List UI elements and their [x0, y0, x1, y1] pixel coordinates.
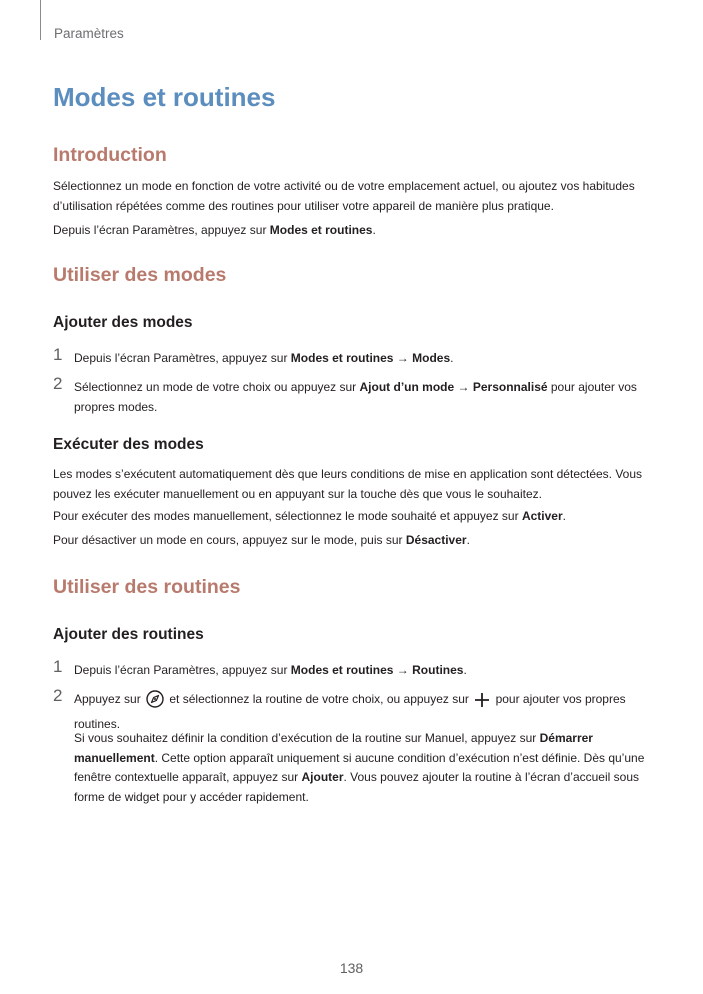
run-modes-paragraph-1: Les modes s’exécutent automatiquement dès que leurs conditions de mise en application sont détectées. Vous pouvez les exécuter manuellement ou en appuyant sur la touche dès que vous le souhaitez. — [53, 467, 643, 501]
section-heading-modes: Utiliser des modes — [53, 264, 227, 286]
section-heading-introduction: Introduction — [53, 144, 167, 166]
step-number: 2 — [53, 686, 63, 705]
step-number: 1 — [53, 657, 63, 676]
step-text: Sélectionnez un mode de votre choix ou appuyez sur Ajout d’un mode → Personnalisé pour ajouter vos propres modes. — [74, 380, 637, 414]
plus-icon — [474, 692, 490, 715]
compass-icon — [146, 690, 164, 715]
step-number: 2 — [53, 374, 63, 393]
step-note: Si vous souhaitez définir la condition d’exécution de la routine sur Manuel, appuyez sur Démarrer manuellement. Cette option apparaît uniquement si aucune condition d’exécution n’est définie. Dès qu’une fenêtre contextuelle apparaît, appuyez sur Ajouter. Vous pouvez ajouter la routine à l’écran d’accueil sous forme de widget pour y accéder rapidement. — [74, 731, 645, 804]
subheading-run-modes: Exécuter des modes — [53, 436, 204, 453]
subheading-add-modes: Ajouter des modes — [53, 314, 193, 331]
run-modes-paragraph-3: Pour désactiver un mode en cours, appuyez sur le mode, puis sur Désactiver. — [53, 533, 470, 547]
step-text: Depuis l’écran Paramètres, appuyez sur Modes et routines → Modes. — [74, 351, 454, 365]
page-number: 138 — [339, 960, 364, 976]
run-modes-paragraph-2: Pour exécuter des modes manuellement, sélectionnez le mode souhaité et appuyez sur Activer. — [53, 509, 566, 523]
running-title: Paramètres — [54, 26, 124, 41]
subheading-add-routines: Ajouter des routines — [53, 626, 204, 643]
section-heading-routines: Utiliser des routines — [53, 576, 241, 598]
step-text: Appuyez sur et sélectionnez la routine de votre choix, ou appuyez sur pour ajouter vos propres routines. — [74, 692, 626, 731]
intro-paragraph-1: Sélectionnez un mode en fonction de votre activité ou de votre emplacement actuel, ou ajoutez vos habitudes d’utilisation répétées comme des routines pour utiliser votre appareil de manière plus pratique. — [53, 179, 635, 213]
step-number: 1 — [53, 345, 63, 364]
page-title: Modes et routines — [53, 82, 276, 112]
header-rule — [40, 0, 41, 40]
step-text: Depuis l’écran Paramètres, appuyez sur Modes et routines → Routines. — [74, 663, 467, 677]
intro-paragraph-2: Depuis l’écran Paramètres, appuyez sur Modes et routines. — [53, 223, 376, 237]
